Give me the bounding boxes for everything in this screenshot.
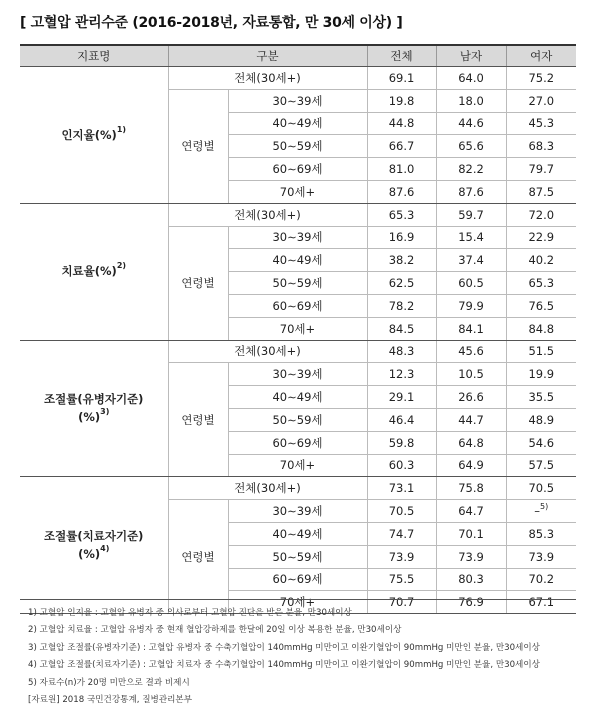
header-row: [20, 45, 576, 67]
footnote-ref: 2): [116, 261, 127, 271]
cell-female: [506, 112, 576, 135]
cell-female: [506, 158, 576, 181]
cell-male: 45.6: [436, 340, 506, 363]
cell-male: [436, 431, 506, 454]
cell-female: [506, 363, 576, 386]
footnote: 3) 고혈압 조절률(유병자기준) : 고혈압 유병자 중 수축기혈압이 140mmHg 미만이고 이완기혈압이 90mmHg 미만인 분율, 만30세이상: [28, 642, 540, 653]
age-label: 60∼69세: [228, 294, 367, 317]
cell-total: [367, 408, 436, 431]
cell-value: 65.6: [458, 139, 484, 154]
cell-total: 69.1: [367, 67, 436, 90]
cell-value: 60.5: [458, 276, 484, 291]
cell-female: 70.5: [506, 477, 576, 500]
cell-total: [367, 135, 436, 158]
cell-female: [506, 568, 576, 591]
cell-total: [367, 431, 436, 454]
cell-value: 73.9: [528, 549, 555, 564]
cell-value: 70.5: [388, 504, 415, 519]
age-label: 70세+: [228, 317, 367, 340]
cell-male: [436, 363, 506, 386]
cell-value: 64.9: [458, 458, 484, 473]
table-row-overall: [20, 203, 576, 226]
cell-value: 67.1: [528, 595, 555, 610]
cell-value: 29.1: [388, 390, 415, 405]
divider: [20, 599, 576, 600]
overall-label: 전체(30세+): [168, 203, 367, 226]
cell-male: [436, 454, 506, 477]
cell-female: [506, 500, 576, 523]
indicator-name: [20, 477, 168, 614]
age-label: 30∼39세: [228, 89, 367, 112]
cell-male: [436, 317, 506, 340]
footnote-ref: 4): [100, 544, 110, 554]
overall-label: 전체(30세+): [168, 67, 367, 90]
cell-male: [436, 500, 506, 523]
age-label: 50∼59세: [228, 135, 367, 158]
cell-female: [506, 408, 576, 431]
indicator-name: [20, 67, 168, 204]
table-row-overall: [20, 67, 576, 90]
cell-value: 76.9: [458, 595, 484, 610]
cell-value: 85.3: [528, 526, 555, 541]
cell-value: 40.2: [528, 253, 555, 268]
cell-total: [367, 363, 436, 386]
age-label: 70세+: [228, 591, 367, 614]
cell-value: 84.5: [388, 321, 415, 336]
cell-value: 79.9: [458, 298, 484, 313]
cell-value: 60.3: [388, 458, 415, 473]
age-label: 70세+: [228, 180, 367, 203]
cell-value: 79.7: [528, 162, 555, 177]
cell-female: [506, 545, 576, 568]
cell-value: 27.0: [528, 93, 555, 108]
indicator-label: 조절률(치료자기준): [44, 528, 144, 543]
footnote-ref: 3): [100, 407, 110, 417]
cell-value: 73.9: [458, 549, 484, 564]
cell-value: –: [534, 504, 541, 519]
cell-total: [367, 158, 436, 181]
cell-value: 68.3: [528, 139, 555, 154]
header-female: 여자: [506, 45, 576, 67]
cell-total: [367, 294, 436, 317]
cell-male: [436, 386, 506, 409]
cell-value: 87.6: [458, 184, 484, 199]
cell-value: 45.3: [528, 116, 555, 131]
cell-value: 81.0: [388, 162, 415, 177]
cell-value: 87.6: [388, 184, 415, 199]
cell-value: 73.9: [388, 549, 415, 564]
hypertension-table: [20, 44, 576, 614]
cell-total: [367, 454, 436, 477]
footnote: 1) 고혈압 인지율 : 고혈압 유병자 중 의사로부터 고혈압 진단을 받은 분율, 만30세이상: [28, 608, 352, 618]
footnote-ref: 1): [116, 124, 127, 134]
cell-female: [506, 386, 576, 409]
cell-value: 48.9: [528, 412, 555, 427]
cell-value: 70.2: [528, 572, 555, 587]
indicator-name: [20, 340, 168, 477]
cell-male: [436, 249, 506, 272]
indicator-name: [20, 203, 168, 340]
age-label: 30∼39세: [228, 363, 367, 386]
cell-female: [506, 454, 576, 477]
cell-total: 48.3: [367, 340, 436, 363]
cell-value: 76.5: [528, 298, 555, 313]
cell-value: 84.8: [528, 321, 555, 336]
overall-label: 전체(30세+): [168, 477, 367, 500]
age-label: 30∼39세: [228, 226, 367, 249]
footnote-ref: 5): [540, 502, 549, 512]
age-label: 50∼59세: [228, 408, 367, 431]
cell-value: 35.5: [528, 390, 555, 405]
cell-value: 44.6: [458, 116, 484, 131]
cell-value: 75.5: [388, 572, 415, 587]
cell-value: 78.2: [388, 298, 415, 313]
cell-value: 70.7: [388, 595, 415, 610]
cell-value: 82.2: [458, 162, 484, 177]
cell-total: 73.1: [367, 477, 436, 500]
cell-female: 51.5: [506, 340, 576, 363]
cell-male: [436, 180, 506, 203]
cell-value: 15.4: [458, 230, 484, 245]
cell-value: 65.3: [528, 276, 555, 291]
cell-value: 10.5: [458, 367, 484, 382]
age-group-label: 연령별: [168, 500, 228, 614]
cell-total: [367, 112, 436, 135]
cell-value: 22.9: [528, 230, 555, 245]
cell-female: [506, 89, 576, 112]
cell-male: [436, 568, 506, 591]
cell-female: [506, 180, 576, 203]
indicator-unit: (%): [78, 547, 101, 562]
table-body: [20, 67, 576, 614]
cell-value: 44.7: [458, 412, 484, 427]
table-row-overall: [20, 340, 576, 363]
header-indicator: 지표명: [20, 45, 168, 67]
cell-value: 26.6: [458, 390, 484, 405]
overall-label: 전체(30세+): [168, 340, 367, 363]
age-label: 30∼39세: [228, 500, 367, 523]
cell-female: [506, 294, 576, 317]
header-category: 구분: [168, 45, 367, 67]
cell-value: 44.8: [388, 116, 415, 131]
table-title: [ 고혈압 관리수준 (2016-2018년, 자료통합, 만 30세 이상) ]: [20, 15, 403, 31]
indicator-unit: (%): [78, 410, 101, 425]
cell-value: 38.2: [388, 253, 415, 268]
age-label: 60∼69세: [228, 568, 367, 591]
source-note: [자료원] 2018 국민건강통계, 질병관리본부: [28, 695, 193, 706]
cell-value: 64.8: [458, 435, 484, 450]
cell-value: 74.7: [388, 526, 415, 541]
cell-male: [436, 408, 506, 431]
cell-female: 75.2: [506, 67, 576, 90]
age-label: 50∼59세: [228, 545, 367, 568]
cell-female: [506, 272, 576, 295]
cell-value: 80.3: [458, 572, 484, 587]
cell-male: 64.0: [436, 67, 506, 90]
cell-value: 70.1: [458, 526, 484, 541]
age-label: 40∼49세: [228, 522, 367, 545]
header-male: 남자: [436, 45, 506, 67]
cell-value: 84.1: [458, 321, 484, 336]
cell-male: [436, 112, 506, 135]
cell-female: [506, 431, 576, 454]
cell-male: [436, 545, 506, 568]
cell-female: [506, 317, 576, 340]
cell-total: 65.3: [367, 203, 436, 226]
cell-total: [367, 226, 436, 249]
header-total: 전체: [367, 45, 436, 67]
cell-total: [367, 180, 436, 203]
cell-value: 54.6: [528, 435, 555, 450]
age-group-label: 연령별: [168, 89, 228, 203]
cell-total: [367, 272, 436, 295]
cell-male: 75.8: [436, 477, 506, 500]
cell-female: [506, 249, 576, 272]
cell-male: [436, 522, 506, 545]
cell-female: [506, 135, 576, 158]
cell-value: 59.8: [388, 435, 415, 450]
age-label: 40∼49세: [228, 112, 367, 135]
cell-value: 64.7: [458, 504, 484, 519]
footnote: 4) 고혈압 조절률(치료자기준) : 고혈압 치료자 중 수축기혈압이 140mmHg 미만이고 이완기혈압이 90mmHg 미만인 분율, 만30세이상: [28, 660, 540, 671]
table-row-overall: [20, 477, 576, 500]
cell-total: [367, 386, 436, 409]
age-group-label: 연령별: [168, 363, 228, 477]
cell-value: 57.5: [528, 458, 555, 473]
indicator-label: 인지율(%): [61, 127, 117, 142]
indicator-label: 조절률(유병자기준): [44, 392, 144, 407]
cell-value: 87.5: [528, 184, 555, 199]
age-label: 40∼49세: [228, 386, 367, 409]
cell-male: [436, 272, 506, 295]
cell-male: [436, 226, 506, 249]
cell-male: [436, 135, 506, 158]
cell-value: 19.8: [388, 93, 415, 108]
age-label: 70세+: [228, 454, 367, 477]
cell-male: [436, 158, 506, 181]
cell-value: 37.4: [458, 253, 484, 268]
cell-female: 72.0: [506, 203, 576, 226]
cell-female: [506, 226, 576, 249]
age-label: 60∼69세: [228, 158, 367, 181]
cell-female: [506, 522, 576, 545]
footnote: 5) 자료수(n)가 20명 미만으로 결과 비제시: [28, 677, 190, 688]
cell-total: [367, 568, 436, 591]
cell-value: 19.9: [528, 367, 555, 382]
cell-value: 66.7: [388, 139, 415, 154]
cell-total: [367, 500, 436, 523]
cell-total: [367, 317, 436, 340]
cell-total: [367, 522, 436, 545]
indicator-label: 치료율(%): [61, 264, 117, 279]
cell-total: [367, 89, 436, 112]
cell-male: [436, 294, 506, 317]
cell-value: 12.3: [388, 367, 415, 382]
age-label: 40∼49세: [228, 249, 367, 272]
cell-value: 62.5: [388, 276, 415, 291]
footnote: 2) 고혈압 치료율 : 고혈압 유병자 중 현재 혈압강하제를 한달에 20일 이상 복용한 분율, 만30세이상: [28, 625, 402, 636]
age-label: 50∼59세: [228, 272, 367, 295]
cell-total: [367, 545, 436, 568]
cell-male: 59.7: [436, 203, 506, 226]
cell-male: [436, 89, 506, 112]
footnotes: [28, 605, 576, 709]
cell-value: 46.4: [388, 412, 415, 427]
age-group-label: 연령별: [168, 226, 228, 340]
age-label: 60∼69세: [228, 431, 367, 454]
cell-value: 18.0: [458, 93, 484, 108]
cell-total: [367, 249, 436, 272]
cell-value: 16.9: [388, 230, 415, 245]
